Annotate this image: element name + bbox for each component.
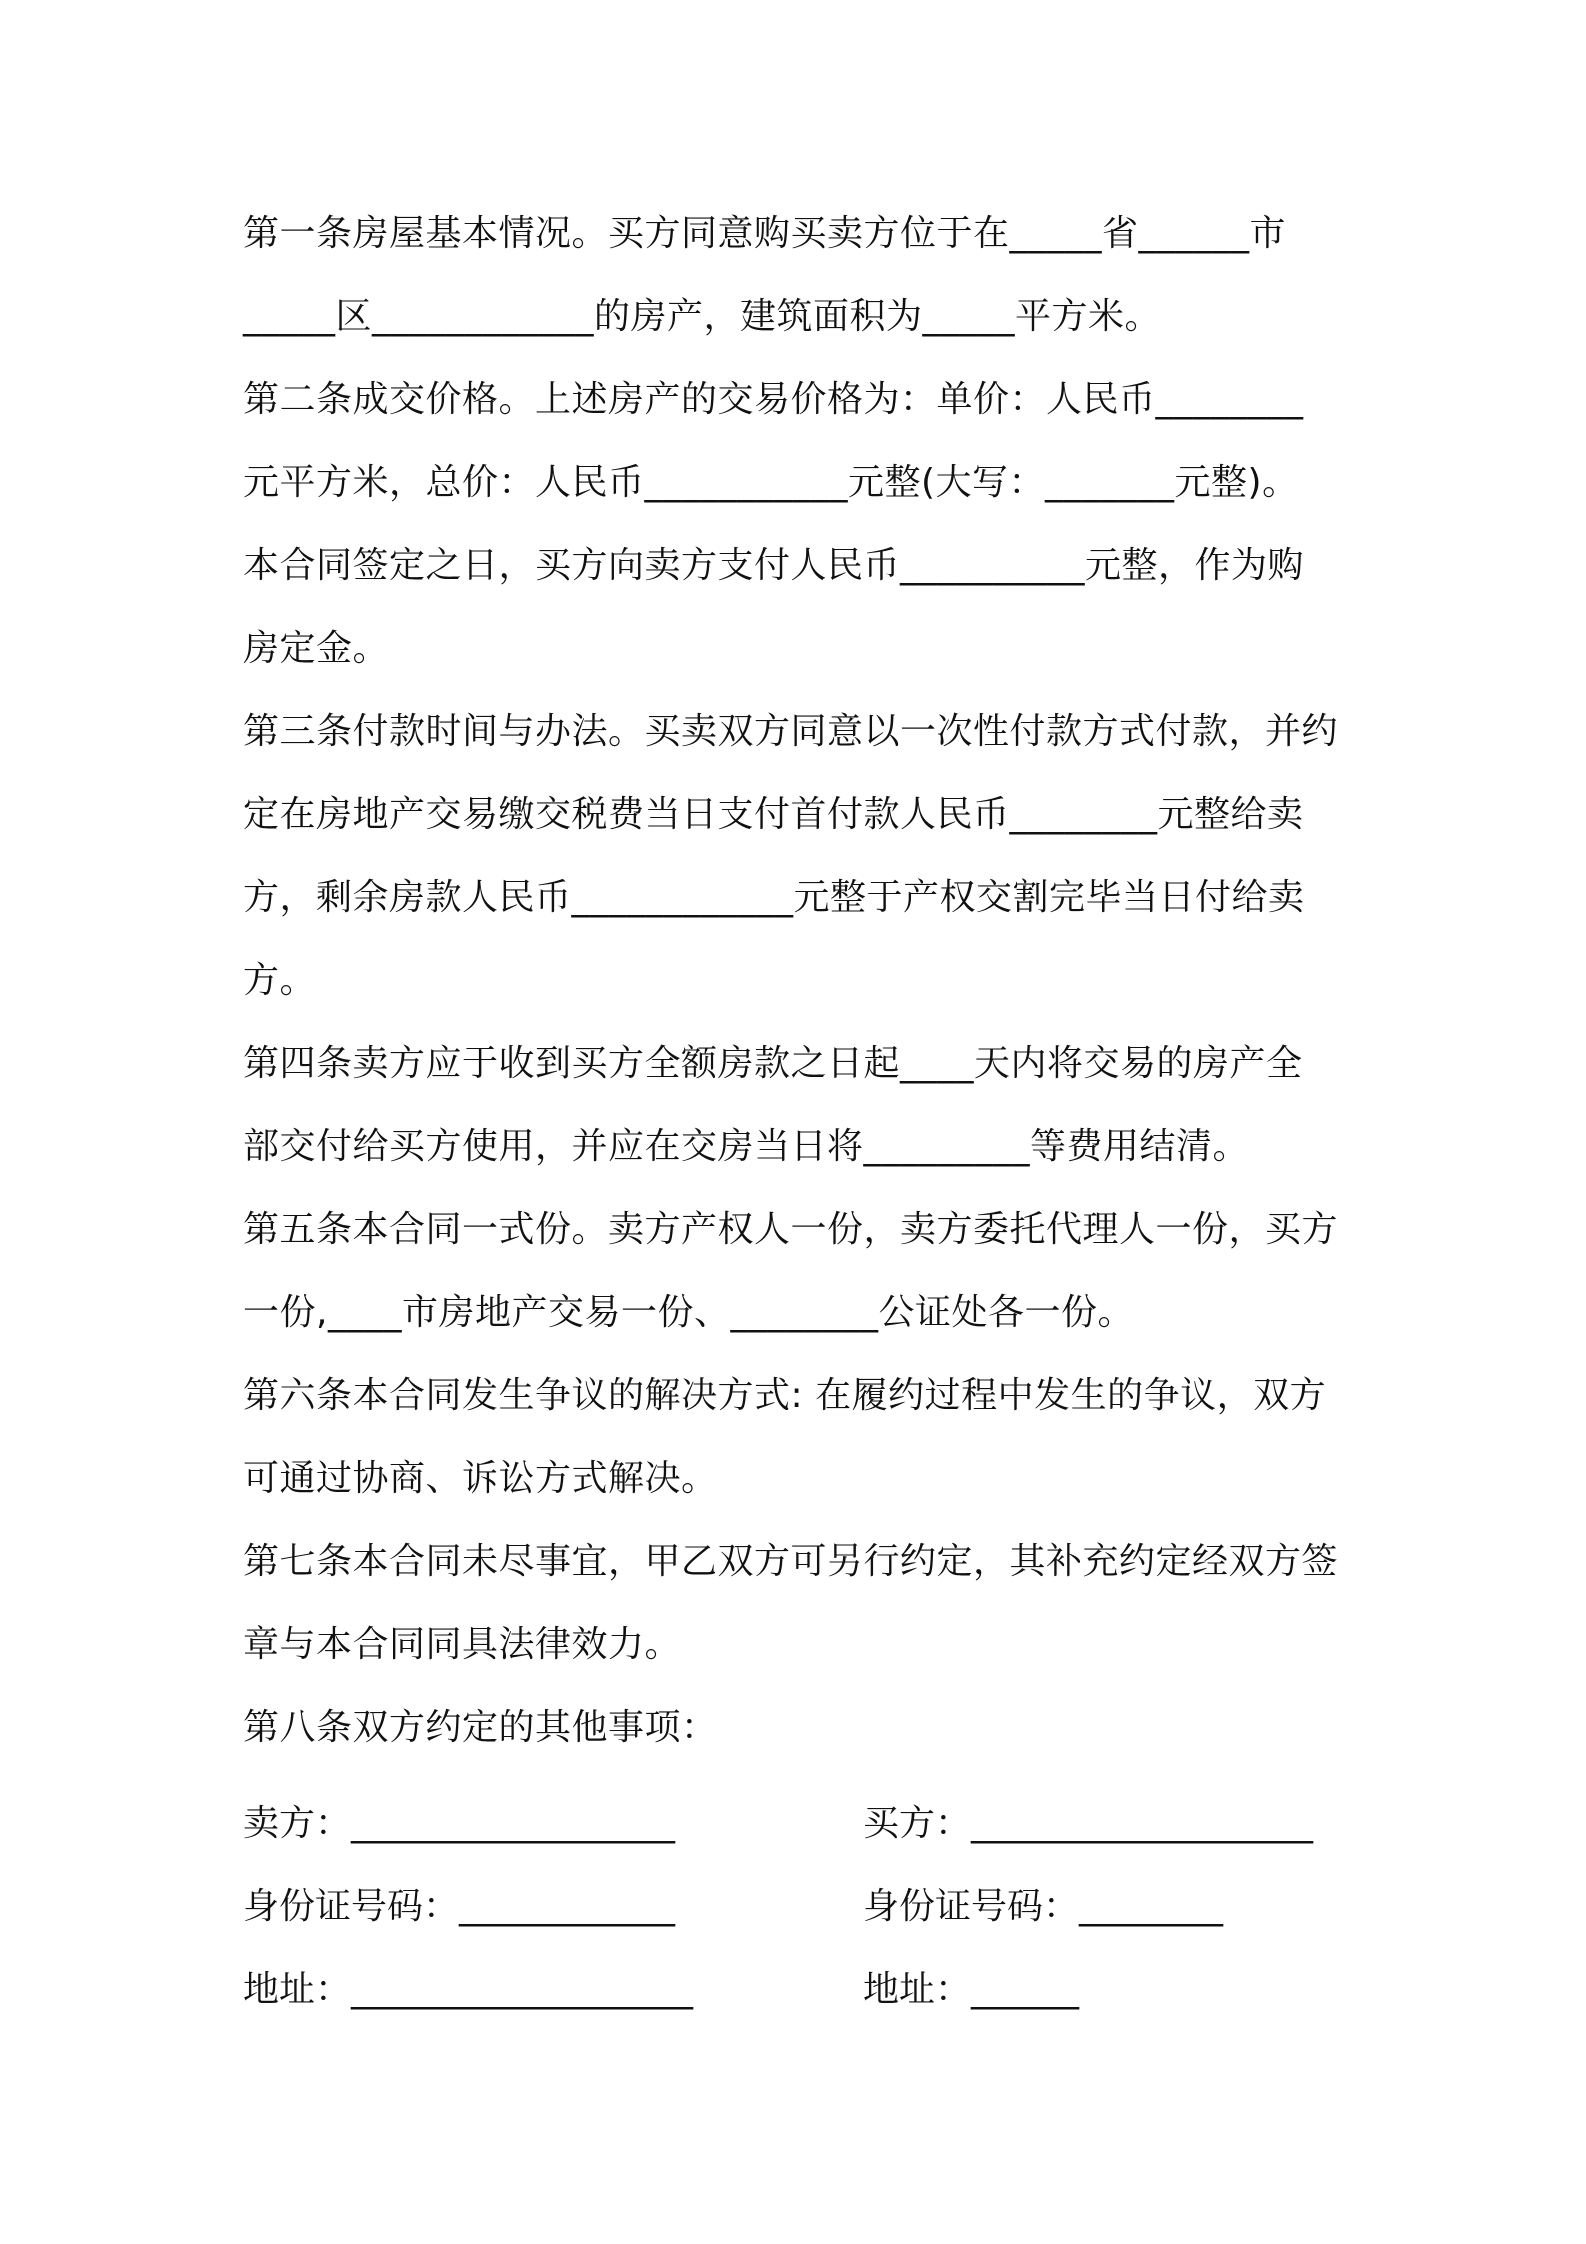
- buyer-name-field: 买方：___________________: [863, 1803, 1314, 1844]
- article-2-line-2: 元平方米，总价：人民币___________元整(大写：_______元整)。: [243, 462, 1299, 503]
- signature-row-id: [243, 1865, 1358, 1948]
- article-7-line-1: 第七条本合同未尽事宜，甲乙双方可另行约定，其补充约定经双方签: [243, 1541, 1339, 1582]
- article-8-line-1: 第八条双方约定的其他事项：: [243, 1707, 718, 1748]
- article-1-line-1: 第一条房屋基本情况。买方同意购买卖方位于在_____省______市: [243, 213, 1287, 254]
- article-5-line-1: 第五条本合同一式份。卖方产权人一份，卖方委托代理人一份，买方: [243, 1209, 1339, 1250]
- signature-row-address: [243, 1948, 1358, 2031]
- article-3-line-2: 定在房地产交易缴交税费当日支付首付款人民币________元整给卖: [243, 794, 1304, 835]
- buyer-id-field: 身份证号码：________: [863, 1886, 1224, 1927]
- article-3-line-1: 第三条付款时间与办法。买卖双方同意以一次性付款方式付款，并约: [243, 711, 1339, 752]
- seller-address-field: 地址：___________________: [243, 1969, 694, 2010]
- contract-body: [243, 192, 1358, 1769]
- article-5-line-2: 一份,____市房地产交易一份、________公证处各一份。: [243, 1292, 1134, 1333]
- article-3-line-4: 方。: [243, 960, 317, 1001]
- article-3-line-3: 方，剩余房款人民币____________元整于产权交割完毕当日付给卖: [243, 877, 1305, 918]
- signature-block: [243, 1782, 1358, 2031]
- article-4-line-1: 第四条卖方应于收到买方全额房款之日起____天内将交易的房产全: [243, 1043, 1303, 1084]
- article-2-line-1: 第二条成交价格。上述房产的交易价格为：单价：人民币________: [243, 379, 1304, 420]
- article-6-line-1: 第六条本合同发生争议的解决方式: 在履约过程中发生的争议，双方: [243, 1375, 1327, 1416]
- article-1-line-2: _____区____________的房产，建筑面积为_____平方米。: [243, 296, 1162, 337]
- article-4-line-2: 部交付给买方使用，并应在交房当日将_________等费用结清。: [243, 1126, 1250, 1167]
- article-7-line-2: 章与本合同同具法律效力。: [243, 1624, 682, 1665]
- seller-id-field: 身份证号码：____________: [243, 1886, 676, 1927]
- article-2-line-3: 本合同签定之日，买方向卖方支付人民币__________元整，作为购: [243, 545, 1305, 586]
- seller-name-field: 卖方：__________________: [243, 1803, 676, 1844]
- buyer-address-field: 地址：______: [863, 1969, 1080, 2010]
- article-2-line-4: 房定金。: [243, 628, 390, 669]
- article-6-line-2: 可通过协商、诉讼方式解决。: [243, 1458, 718, 1499]
- signature-row-party: [243, 1782, 1358, 1865]
